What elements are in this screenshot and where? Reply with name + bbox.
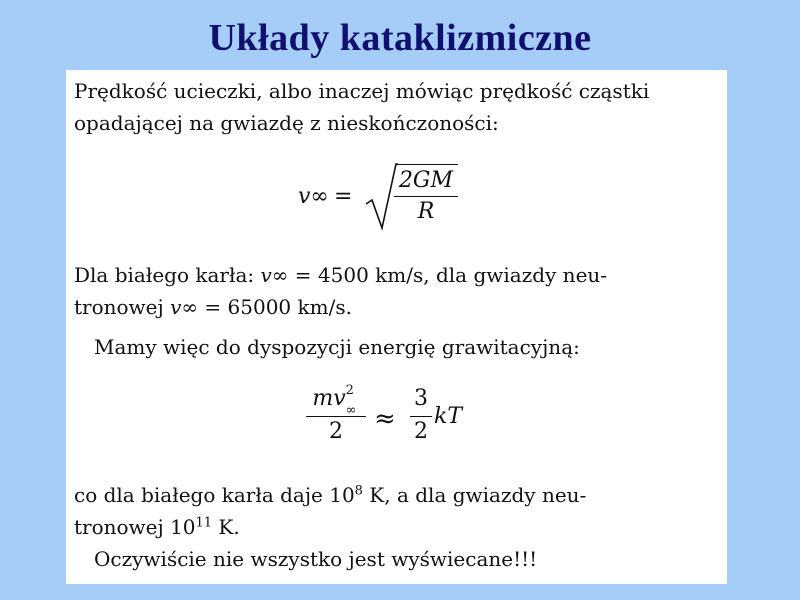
eq2-rhs-denominator: 2 [414, 419, 428, 444]
exponent: 11 [195, 515, 213, 531]
paragraph-temperatures-line1 [74, 480, 724, 510]
text-fragment: Dla białego karła: [74, 263, 261, 287]
eq1-numerator: 2GM [398, 168, 454, 193]
eq2-rhs-numerator: 3 [414, 386, 428, 411]
eq1-equals: = [334, 184, 353, 209]
text-fragment: tronowej 10 [74, 515, 196, 539]
sqrt-sign-icon [364, 162, 398, 232]
eq1-denominator: R [417, 199, 435, 224]
symbol-v-inf: v∞ [260, 263, 289, 287]
paragraph-gravitational-energy: Mamy więc do dyspozycji energię grawitacyjną: [94, 335, 580, 359]
energy-equation: mv 2 ∞ 2 ≈ 3 2 kT [306, 384, 506, 454]
eq1-lhs: v∞ [298, 184, 329, 209]
symbol-v-inf: v∞ [170, 295, 199, 319]
text-fragment: tronowej [74, 295, 171, 319]
eq2-approx: ≈ [374, 404, 396, 434]
paragraph-escape-velocity-line1: Prędkość ucieczki, albo inaczej mówiąc prędkość cząstki [74, 79, 650, 103]
paragraph-temperatures-line2 [74, 512, 724, 542]
slide-title: Układy kataklizmiczne [208, 17, 592, 59]
paragraph-velocities-line2 [74, 292, 724, 322]
eq2-denominator: 2 [329, 419, 343, 444]
content-panel [66, 70, 727, 584]
text-fragment: = 65000 km/s. [198, 295, 352, 319]
exponent: 8 [354, 483, 363, 499]
text-fragment: = 4500 km/s, dla gwiazdy neu- [288, 263, 608, 287]
paragraph-velocities-line1 [74, 260, 724, 290]
paragraph-conclusion: Oczywiście nie wszystko jest wyświecane!!! [94, 547, 538, 571]
text-fragment: K, a dla gwiazdy neu- [362, 483, 587, 507]
eq2-rhs-tail: kT [434, 404, 463, 429]
text-fragment: co dla białego karła daje 10 [74, 483, 355, 507]
eq2-numerator-base: mv [312, 386, 346, 411]
paragraph-escape-velocity-line2: opadającej na gwiazdę z nieskończoności: [74, 111, 499, 135]
text-fragment: K. [212, 515, 240, 539]
